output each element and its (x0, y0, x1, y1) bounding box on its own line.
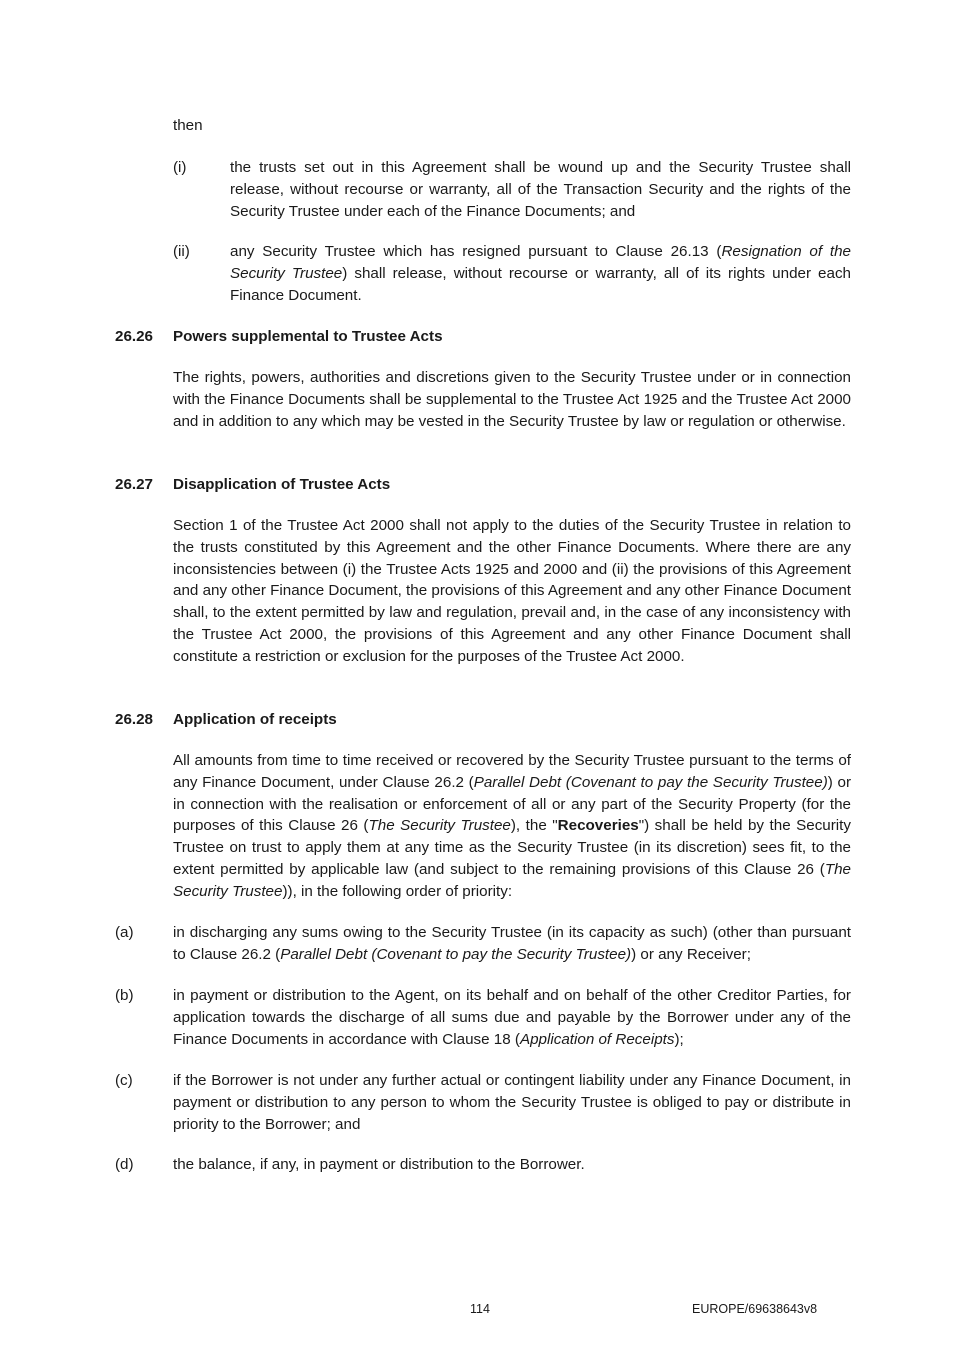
section-body-26-27: Section 1 of the Trustee Act 2000 shall not apply to the duties of the Security Trustee in relation to the trusts constituted by this Agreement and the other Finance Documents. Where there are any inconsistencies between (i) the Trustee Acts 1925 and 2000 and (ii) the provisions of this Agreement and any other Finance Document, the provisions of this Agreement and any other Finance Document shall, to the extent permitted by law and regulation, prevail and, in the case of any inconsistency with the Trustee Act 2000, the provisions of this Agreement and any other Finance Document shall constitute a restriction or exclusion for the purposes of the Trustee Act 2000. (173, 517, 851, 665)
section-body-26-28: All amounts from time to time received or recovered by the Security Trustee pursuant to the terms of any Finance Document, under Clause 26.2 (Parallel Debt (Covenant to pay the Security Trustee)) or in connection with the realisation or enforcement of all or any part of the Security Property (for the purposes of this Clause 26 (The Security Trustee), the "Recoveries") shall be held by the Security Trustee on trust to apply them at any time as the Security Trustee (in its discretion) sees fit, to the extent permitted by applicable law (and subject to the remaining provisions of this Clause 26 (The Security Trustee)), in the following order of priority: (173, 752, 851, 900)
priority-text-b: in payment or distribution to the Agent, on its behalf and on behalf of the other Creditor Parties, for application towards the discharge of all sums due and payable by the Borrower under any of the Finance Documents in accordance with Clause 18 (Application of Receipts); (173, 987, 851, 1048)
priority-text-a: in discharging any sums owing to the Security Trustee (in its capacity as such) (other than pursuant to Clause 26.2 (Parallel Debt (Covenant to pay the Security Trustee)) or any Receiver; (173, 924, 851, 963)
section-number-26-28: 26.28 (115, 711, 154, 728)
priority-marker-b: (b) (115, 987, 134, 1004)
item-marker-i: (i) (173, 159, 187, 176)
priority-text-c: if the Borrower is not under any further actual or contingent liability under any Finance Document, in payment or distribution to any person to whom the Security Trustee is obliged to pay or distribute in priority to the Borrower; and (173, 1072, 851, 1133)
item-text-ii: any Security Trustee which has resigned pursuant to Clause 26.13 (Resignation of the Security Trustee) shall release, without recourse or warranty, all of its rights under each Finance Document. (230, 243, 851, 304)
priority-marker-c: (c) (115, 1072, 133, 1089)
section-body-26-26: The rights, powers, authorities and discretions given to the Security Trustee under or in connection with the Finance Documents shall be supplemental to the Trustee Act 1925 and the Trustee Act 2000 and in addition to any which may be vested in the Security Trustee by law or regulation or otherwise. (173, 369, 851, 430)
section-title-26-26: Powers supplemental to Trustee Acts (173, 328, 443, 345)
section-title-26-28: Application of receipts (173, 711, 337, 728)
section-number-26-27: 26.27 (115, 476, 154, 493)
section-title-26-27: Disapplication of Trustee Acts (173, 476, 391, 493)
document-reference: EUROPE/69638643v8 (692, 1302, 818, 1316)
intro-then: then (173, 117, 203, 134)
item-marker-ii: (ii) (173, 243, 190, 260)
priority-marker-d: (d) (115, 1156, 134, 1173)
section-number-26-26: 26.26 (115, 328, 154, 345)
priority-marker-a: (a) (115, 924, 134, 941)
page-number: 114 (470, 1302, 490, 1316)
priority-text-d: the balance, if any, in payment or distribution to the Borrower. (173, 1156, 585, 1173)
item-text-i: the trusts set out in this Agreement shall be wound up and the Security Trustee shall release, without recourse or warranty, all of the Transaction Security and the rights of the Security Trustee under each of the Finance Documents; and (230, 159, 851, 220)
